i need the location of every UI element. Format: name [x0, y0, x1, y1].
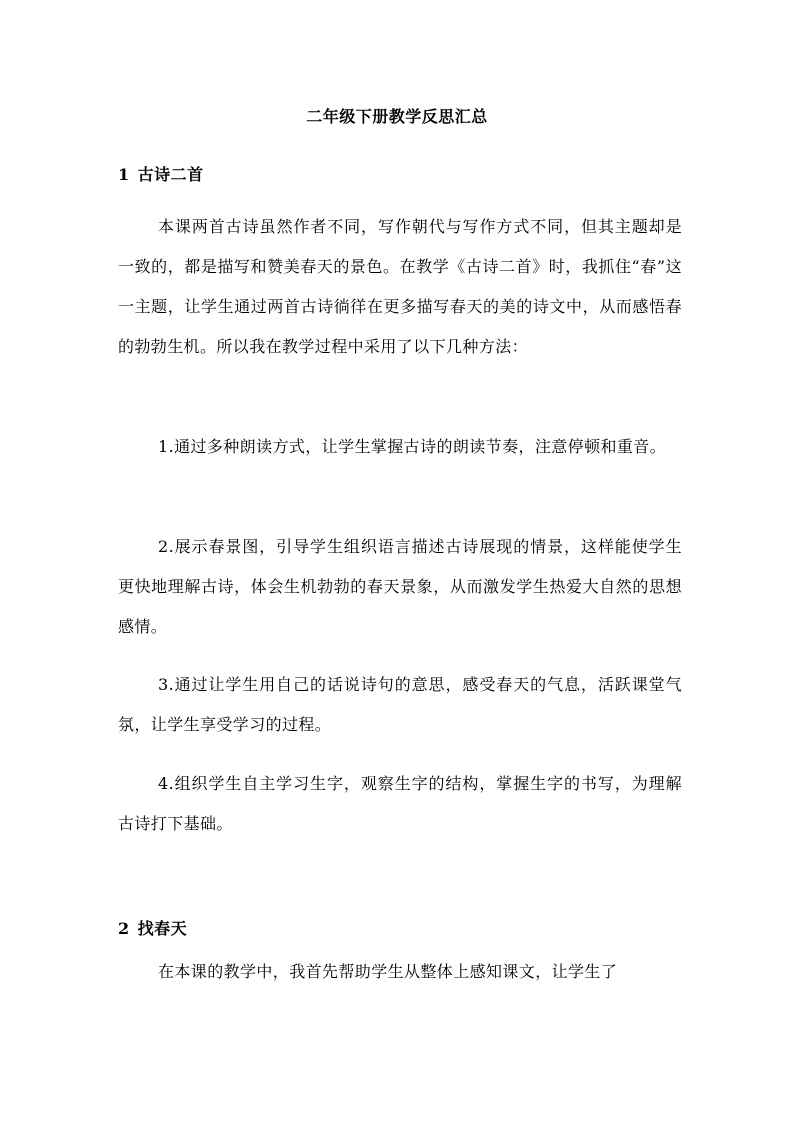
paragraph: 4.组织学生自主学习生字，观察生字的结构，掌握生字的书写，为理解古诗打下基础。 — [118, 774, 682, 833]
section-title: 古诗二首 — [137, 165, 204, 184]
section-number: 2 — [118, 919, 130, 938]
section-number: 1 — [118, 165, 130, 184]
section-heading-2 — [118, 916, 187, 939]
paragraph: 2.展示春景图，引导学生组织语言描述古诗展现的情景，这样能使学生更快地理解古诗，体会生机勃勃的春天景象，从而激发学生热爱大自然的思想感情。 — [118, 537, 682, 636]
paragraph: 在本课的教学中，我首先帮助学生从整体上感知课文，让学生了 — [158, 962, 618, 981]
paragraph: 1.通过多种朗读方式，让学生掌握古诗的朗读节奏，注意停顿和重音。 — [158, 437, 667, 456]
section-title: 找春天 — [137, 919, 188, 938]
page-title: 二年级下册教学反思汇总 — [306, 107, 488, 126]
section-heading-1 — [118, 162, 204, 185]
paragraph: 本课两首古诗虽然作者不同，写作朝代与写作方式不同，但其主题却是一致的，都是描写和赞美春天的景色。在教学《古诗二首》时，我抓住“春”这一主题，让学生通过两首古诗徜徉在更多描写春天的美的诗文中，从而感悟春的勃勃生机。所以我在教学过程中采用了以下几种方法： — [118, 217, 682, 356]
paragraph: 3.通过让学生用自己的话说诗句的意思，感受春天的气息，活跃课堂气氛，让学生享受学习的过程。 — [118, 675, 682, 734]
